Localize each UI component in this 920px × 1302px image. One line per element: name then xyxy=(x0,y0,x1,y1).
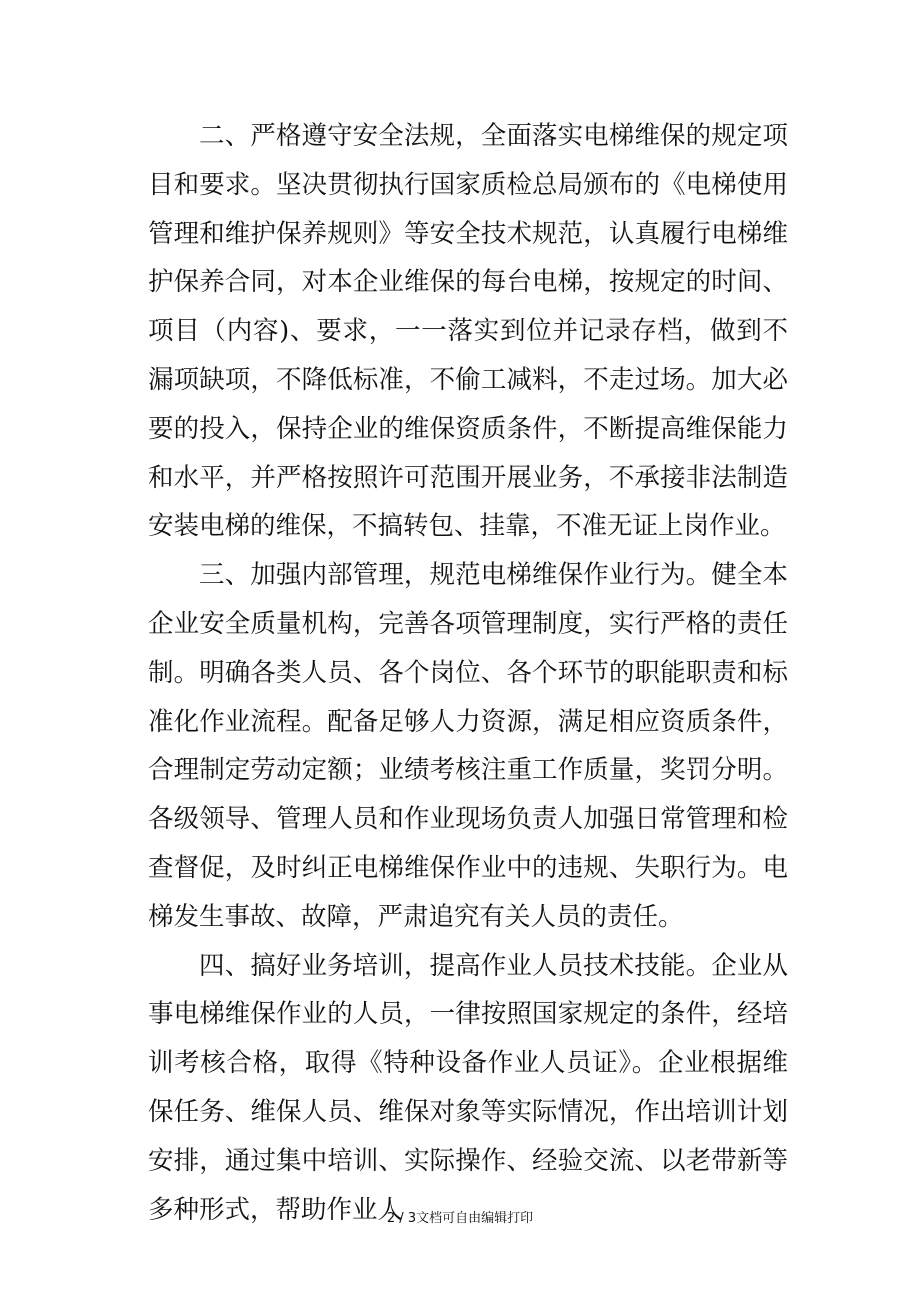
page-footer: 2 / 3文档可自由编辑打印 xyxy=(386,1211,534,1226)
paragraph-safety-regulations: 二、严格遵守安全法规，全面落实电梯维保的规定项目和要求。坚决贯彻执行国家质检总局颁布的《电梯使用管理和维护保养规则》等安全技术规范，认真履行电梯维护保养合同，对本企业维保的每台电梯，按规定的时间、项目（内容)、要求，一一落实到位并记录存档，做到不漏项缺项，不降低标准，不偷工减料，不走过场。加大必要的投入，保持企业的维保资质条件，不断提高维保能力和水平，并严格按照许可范围开展业务，不承接非法制造安装电梯的维保，不搞转包、挂靠，不准无证上岗作业。 xyxy=(148,121,788,542)
paragraph-internal-management: 三、加强内部管理，规范电梯维保作业行为。健全本企业安全质量机构，完善各项管理制度，实行严格的责任制。明确各类人员、各个岗位、各个环节的职能职责和标准化作业流程。配备足够人力资源，满足相应资质条件，合理制定劳动定额；业绩考核注重工作质量，奖罚分明。各级领导、管理人员和作业现场负责人加强日常管理和检查督促，及时纠正电梯维保作业中的违规、失职行为。电梯发生事故、故障，严肃追究有关人员的责任。 xyxy=(148,560,788,932)
document-body xyxy=(148,112,788,1234)
paragraph-business-training: 四、搞好业务培训，提高作业人员技术技能。企业从事电梯维保作业的人员，一律按照国家规定的条件，经培训考核合格，取得《特种设备作业人员证》。企业根据维保任务、维保人员、维保对象等实际情况，作出培训计划安排，通过集中培训、实际操作、经验交流、以老带新等多种形式，帮助作业人 xyxy=(148,950,788,1225)
